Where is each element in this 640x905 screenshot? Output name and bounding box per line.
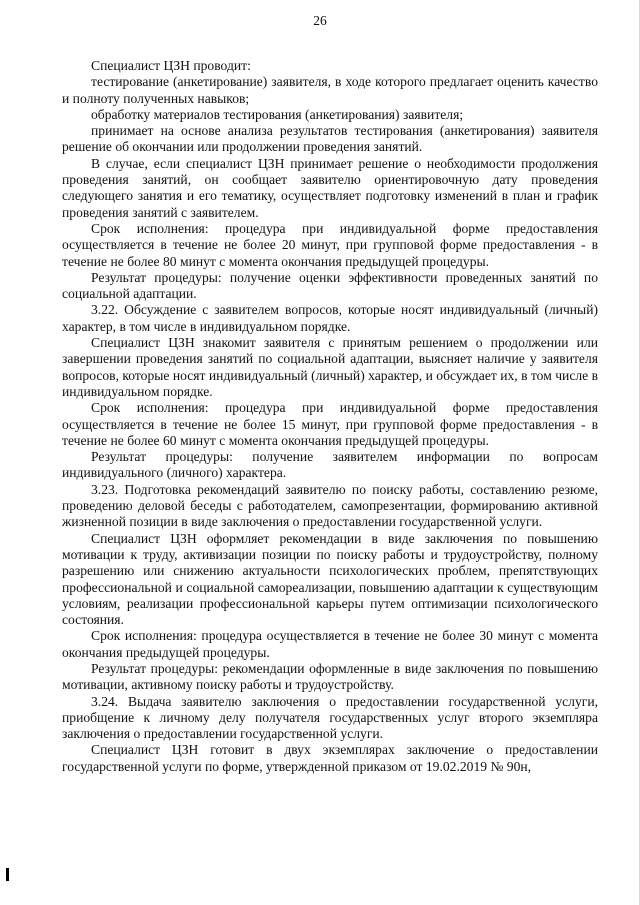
paragraph: Специалист ЦЗН оформляет рекомендации в виде заключения по повышению мотивации к труду, активизации позиции по поиску работы и трудоустройству, полному разрешению или снижению актуальности психологических проблем, препятствующих профессиональной и социальной самореализации, повышению адаптации к существующим условиям, реализации профессиональной карьеры путем оптимизации психологического состояния.	[62, 530, 598, 628]
paragraph: обработку материалов тестирования (анкетирования) заявителя;	[91, 106, 464, 122]
paragraph: Результат процедуры: получение оценки эффективности проведенных занятий по социальной адаптации.	[62, 269, 598, 302]
paragraph: Срок исполнения: процедура осуществляется в течение не более 30 минут с момента окончания предыдущей процедуры.	[62, 628, 598, 660]
paragraph: Специалист ЦЗН готовит в двух экземплярах заключение о предоставлении государственной услуги по форме, утвержденной приказом от 19.02.2019 № 90н,	[62, 742, 598, 774]
paragraph: тестирование (анкетирование) заявителя, в ходе которого предлагает оценить качество и полноту полученных навыков;	[62, 74, 598, 106]
paragraph: Срок исполнения: процедура при индивидуальной форме предоставления осуществляется в течение не более 20 минут, при групповой форме предоставления - в течение не более 80 минут с момента окончания предыдущей процедуры.	[62, 220, 598, 269]
section-heading-3-24: 3.24. Выдача заявителю заключения о предоставлении государственной услуги, приобщение к личному делу получателя государственных услуг второго экземпляра заключения о предоставлении государственной услуги.	[62, 693, 598, 742]
paragraph: Результат процедуры: получение заявителем информации по вопросам индивидуального (личного) характера.	[62, 449, 598, 481]
paragraph: Результат процедуры: рекомендации оформленные в виде заключения по повышению мотивации, активному поиску работы и трудоустройству.	[62, 660, 598, 693]
paragraph: Специалист ЦЗН знакомит заявителя с принятым решением о продолжении или завершении проведения занятий по социальной адаптации, выясняет наличие у заявителя вопросов, которые носят индивидуальный (личный) характер, и обсуждает их, в том числе в индивидуальном порядке.	[62, 335, 598, 399]
paragraph: В случае, если специалист ЦЗН принимает решение о необходимости продолжения проведения занятий, он сообщает заявителю ориентировочную дату проведения следующего занятия и его тематику, осуществляет подготовку изменений в план и график проведения занятий с заявителем.	[62, 155, 598, 220]
section-heading-3-22: 3.22. Обсуждение с заявителем вопросов, которые носят индивидуальный (личный) характер, в том числе в индивидуальном порядке.	[62, 302, 598, 334]
paragraph: Срок исполнения: процедура при индивидуальной форме предоставления осуществляется в течение не более 15 минут, при групповой форме предоставления - в течение не более 60 минут с момента окончания предыдущей процедуры.	[62, 400, 598, 448]
document-body	[62, 58, 598, 775]
section-heading-3-23: 3.23. Подготовка рекомендаций заявителю по поиску работы, составлению резюме, проведению деловой беседы с работодателем, самопрезентации, формированию активной жизненной позиции в виде заключения о предоставлении государственной услуги.	[62, 481, 598, 530]
paragraph: Специалист ЦЗН проводит:	[91, 58, 251, 73]
page-number: 26	[313, 13, 327, 28]
paragraph: принимает на основе анализа результатов тестирования (анкетирования) заявителя решение об окончании или продолжении проведения занятий.	[62, 123, 598, 155]
scan-edge-mark	[6, 868, 9, 881]
